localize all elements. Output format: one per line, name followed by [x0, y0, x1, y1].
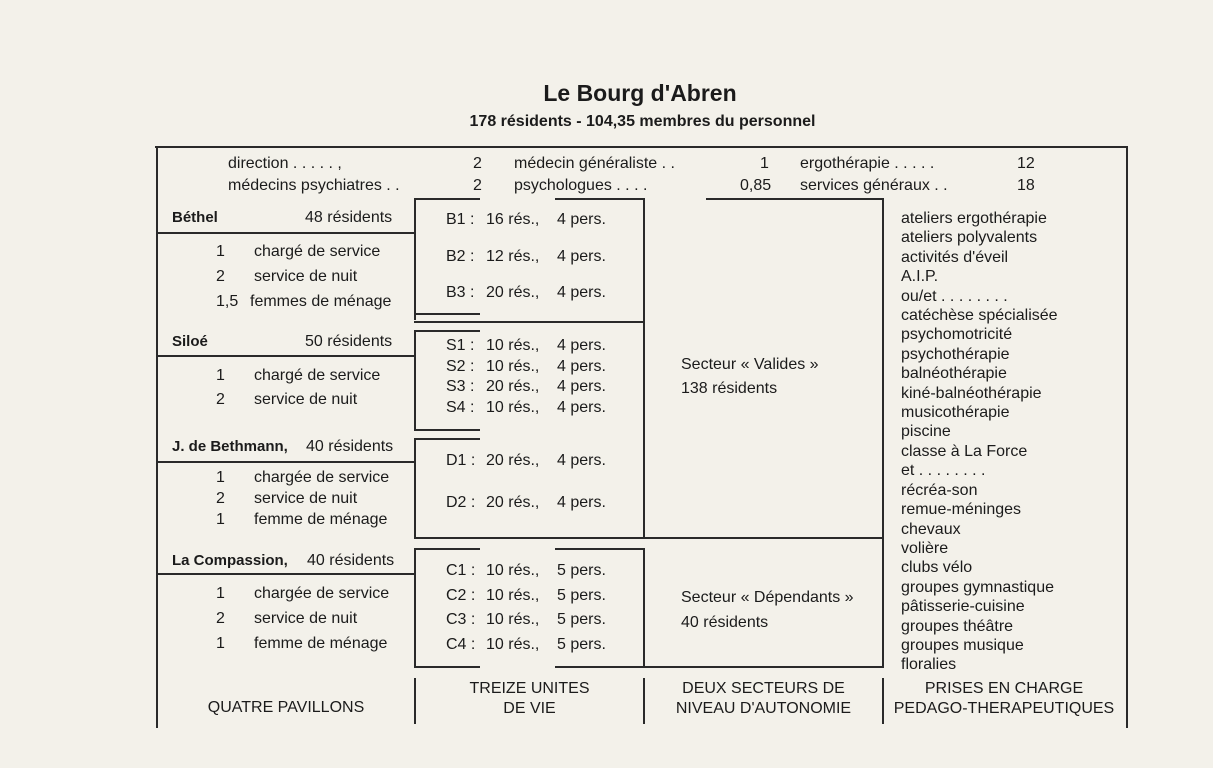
unit-residents: 10 rés., — [486, 337, 540, 354]
unit-code: C2 : — [446, 587, 476, 604]
sector-rule — [643, 666, 882, 668]
unit-rule — [414, 438, 480, 440]
footer-sectors: DEUX SECTEURS DE — [682, 680, 845, 697]
activity-item: kiné-balnéothérapie — [901, 384, 1042, 402]
staff-value: 2 — [473, 177, 482, 194]
unit-residents: 10 rés., — [486, 562, 540, 579]
footer-care: PEDAGO-THERAPEUTIQUES — [893, 700, 1115, 717]
unit-rule — [414, 198, 480, 200]
pavilion-staff-count: 1 — [216, 367, 225, 384]
pavilion-staff-count: 1 — [216, 635, 225, 652]
unit-rule — [414, 537, 643, 539]
activity-item: chevaux — [901, 520, 961, 538]
unit-residents: 12 rés., — [486, 248, 540, 265]
activity-item: psychothérapie — [901, 345, 1010, 363]
unit-code: S4 : — [446, 399, 475, 416]
footer-units: TREIZE UNITES — [469, 680, 590, 697]
activity-item: ateliers ergothérapie — [901, 210, 1047, 227]
footer-care: PRISES EN CHARGE — [924, 680, 1084, 697]
unit-code: S1 : — [446, 337, 475, 354]
pavilion-staff-role: chargé de service — [254, 243, 381, 260]
unit-staff: 4 pers. — [557, 358, 606, 375]
unit-staff: 4 pers. — [557, 337, 606, 354]
unit-code: C4 : — [446, 636, 476, 653]
pavilion-name: Béthel — [172, 209, 218, 226]
unit-residents: 20 rés., — [486, 494, 540, 511]
unit-residents: 10 rés., — [486, 587, 540, 604]
pavilion-residents: 40 résidents — [306, 438, 394, 455]
pavilion-staff-count: 2 — [216, 610, 225, 627]
staff-label: médecins psychiatres . . — [228, 177, 400, 194]
pavilion-staff-role: femme de ménage — [254, 635, 388, 652]
unit-rule — [414, 330, 480, 332]
staff-value: 12 — [1017, 155, 1035, 172]
unit-residents: 20 rés., — [486, 452, 540, 469]
activity-item: ateliers polyvalents — [901, 229, 1038, 247]
pavilion-staff-role: chargée de service — [254, 469, 390, 486]
activity-item: classe à La Force — [901, 442, 1028, 460]
unit-code: B3 : — [446, 284, 475, 301]
sector-residents: 40 résidents — [681, 614, 769, 631]
pavilion-staff-role: service de nuit — [254, 268, 358, 285]
activities-list — [901, 209, 1058, 675]
pavilion-staff-count: 1 — [216, 469, 225, 486]
unit-rule — [414, 321, 643, 323]
sector-name: Secteur « Dépendants » — [681, 589, 854, 606]
unit-code: B2 : — [446, 248, 475, 265]
unit-staff: 4 pers. — [557, 211, 606, 228]
pavilion-staff-role: femmes de ménage — [250, 293, 392, 310]
unit-staff: 4 pers. — [557, 248, 606, 265]
unit-rule — [555, 666, 643, 668]
sector-rule — [706, 198, 882, 200]
unit-rule — [414, 666, 480, 668]
pavilion-staff-count: 2 — [216, 391, 225, 408]
unit-residents: 10 rés., — [486, 611, 540, 628]
unit-staff: 5 pers. — [557, 562, 606, 579]
pavilion-staff-count: 2 — [216, 268, 225, 285]
unit-staff: 4 pers. — [557, 494, 606, 511]
unit-rule — [555, 198, 643, 200]
unit-rule — [414, 548, 480, 550]
sector-rule — [643, 537, 882, 539]
pavilion-staff-count: 1,5 — [216, 293, 239, 310]
staff-value: 18 — [1017, 177, 1035, 194]
activity-item: piscine — [901, 423, 951, 441]
unit-staff: 4 pers. — [557, 452, 606, 469]
activity-item: catéchèse spécialisée — [901, 307, 1058, 325]
activity-item: groupes gymnastique — [901, 578, 1054, 596]
unit-residents: 10 rés., — [486, 636, 540, 653]
activity-item: groupes théâtre — [901, 617, 1014, 635]
pavilion-residents: 40 résidents — [307, 552, 395, 569]
unit-code: D2 : — [446, 494, 476, 511]
col-separator — [414, 330, 416, 430]
unit-code: D1 : — [446, 452, 476, 469]
activity-item: récréa-son — [901, 481, 978, 499]
col-separator — [882, 198, 884, 668]
pavilion-name: J. de Bethmann, — [172, 438, 288, 455]
unit-staff: 4 pers. — [557, 378, 606, 395]
col-separator — [643, 198, 645, 538]
pavilion-staff-count: 2 — [216, 490, 225, 507]
col-separator — [643, 548, 645, 668]
unit-code: S3 : — [446, 378, 475, 395]
unit-rule — [414, 429, 480, 431]
footer-pavilions: QUATRE PAVILLONS — [207, 699, 365, 716]
activity-item: musicothérapie — [901, 404, 1010, 422]
pavilion-name: Siloé — [172, 333, 208, 350]
pavilion-rule — [158, 355, 414, 357]
activity-item: floralies — [901, 656, 957, 674]
staff-label: ergothérapie . . . . . — [800, 155, 935, 172]
staff-value: 1 — [760, 155, 769, 172]
staff-label: psychologues . . . . — [514, 177, 648, 194]
staff-label: médecin généraliste . . — [514, 155, 675, 172]
pavilion-staff-count: 1 — [216, 585, 225, 602]
unit-code: C1 : — [446, 562, 476, 579]
unit-residents: 10 rés., — [486, 399, 540, 416]
unit-residents: 16 rés., — [486, 211, 540, 228]
unit-code: B1 : — [446, 211, 475, 228]
activity-item: A.I.P. — [901, 268, 939, 286]
staff-label: services généraux . . — [800, 177, 948, 194]
pavilion-rule — [158, 573, 414, 575]
sector-name: Secteur « Valides » — [681, 356, 819, 373]
activity-item: activités d'éveil — [901, 248, 1009, 266]
pavilion-staff-role: chargée de service — [254, 585, 390, 602]
pavilion-staff-count: 1 — [216, 511, 225, 528]
footer-sectors: NIVEAU D'AUTONOMIE — [675, 700, 852, 717]
pavilion-rule — [158, 461, 414, 463]
activity-item: ou/et . . . . . . . . — [901, 287, 1008, 305]
col-separator — [414, 548, 416, 668]
staff-label: direction . . . . . , — [228, 155, 342, 172]
sector-residents: 138 résidents — [681, 380, 778, 397]
pavilion-staff-role: service de nuit — [254, 391, 358, 408]
unit-staff: 5 pers. — [557, 587, 606, 604]
pavilion-residents: 50 résidents — [305, 333, 393, 350]
activity-item: psychomotricité — [901, 326, 1013, 344]
unit-code: C3 : — [446, 611, 476, 628]
unit-code: S2 : — [446, 358, 475, 375]
activity-item: pâtisserie-cuisine — [901, 598, 1025, 616]
activity-item: et . . . . . . . . — [901, 462, 986, 480]
page-title: Le Bourg d'Abren — [543, 80, 737, 106]
activity-item: remue-méninges — [901, 501, 1022, 519]
activity-item: groupes musique — [901, 636, 1024, 654]
unit-rule — [414, 313, 480, 315]
col-separator — [414, 438, 416, 538]
unit-residents: 20 rés., — [486, 284, 540, 301]
footer-units: DE VIE — [503, 700, 556, 717]
page-subtitle: 178 résidents - 104,35 membres du personnel — [469, 113, 816, 130]
activity-item: clubs vélo — [901, 559, 973, 577]
staff-value: 0,85 — [740, 177, 772, 194]
pavilion-name: La Compassion, — [172, 552, 288, 569]
top-rule — [155, 146, 1128, 148]
staff-value: 2 — [473, 155, 482, 172]
activity-item: balnéothérapie — [901, 365, 1007, 383]
pavilion-staff-role: femme de ménage — [254, 511, 388, 528]
unit-staff: 5 pers. — [557, 611, 606, 628]
unit-staff: 4 pers. — [557, 284, 606, 301]
unit-staff: 5 pers. — [557, 636, 606, 653]
col-separator — [414, 198, 416, 320]
activity-item: volière — [901, 539, 949, 557]
unit-rule — [555, 548, 643, 550]
pavilion-staff-count: 1 — [216, 243, 225, 260]
unit-residents: 20 rés., — [486, 378, 540, 395]
left-border — [156, 148, 158, 728]
pavilion-staff-role: service de nuit — [254, 490, 358, 507]
unit-residents: 10 rés., — [486, 358, 540, 375]
right-border — [1126, 148, 1128, 728]
unit-staff: 4 pers. — [557, 399, 606, 416]
pavilion-rule — [158, 232, 414, 234]
pavilion-residents: 48 résidents — [305, 209, 393, 226]
pavilion-staff-role: chargé de service — [254, 367, 381, 384]
pavilion-staff-role: service de nuit — [254, 610, 358, 627]
